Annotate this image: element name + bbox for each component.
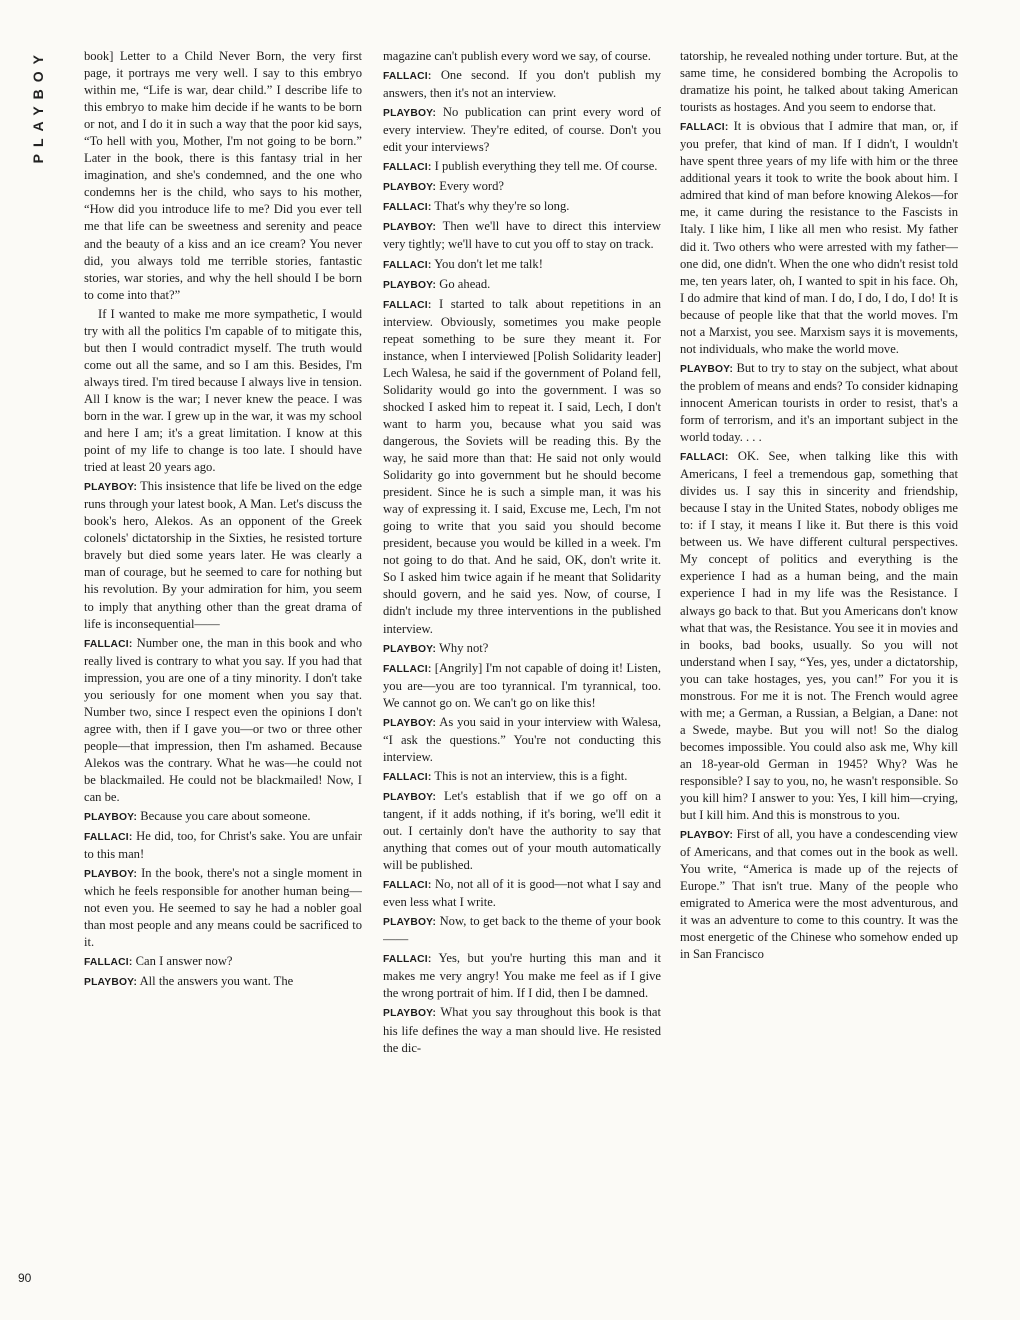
speaker-label: PLAYBOY: xyxy=(383,222,437,234)
speaker-label: PLAYBOY: xyxy=(383,279,437,291)
paragraph xyxy=(383,67,661,102)
paragraph-text: Can I answer now? xyxy=(135,954,233,969)
paragraph xyxy=(383,714,661,766)
paragraph-text: Then we'll have to direct this interview very tightly; we'll have to cut you off to stay on track. xyxy=(383,219,661,252)
paragraph-text: It is obvious that I admire that man, or, if you prefer, that kind of man. If I didn't, I wouldn't have spent three years of my life with him or the three additional years it took to write the book about him. I admired that kind of man before knowing Alekos—for me, it came during the resistance to the Fascists in Italy. I like him, I like all men who resist. My father did it. Two others who were arrested with my father—one did, one didn't. When the one who didn't resist told me, ten years later, oh, I wanted to spit in his face. Oh, I do admire that kind of man. I do, I do, I do, I do! It is because of people like that that the world moves. I'm not a Marxist, you see. Marxism says it is movements, not individuals, who make the world move. xyxy=(680,119,958,356)
magazine-name: PLAYBOY xyxy=(30,48,46,164)
speaker-label: FALLACI: xyxy=(383,880,432,892)
paragraph xyxy=(84,478,362,632)
speaker-label: PLAYBOY: xyxy=(383,917,437,929)
paragraph xyxy=(84,828,362,863)
paragraph xyxy=(84,865,362,951)
speaker-label: PLAYBOY: xyxy=(84,482,138,494)
paragraph xyxy=(680,826,958,963)
paragraph-text: Because you care about someone. xyxy=(140,809,311,824)
speaker-label: PLAYBOY: xyxy=(383,791,437,803)
page-number: 90 xyxy=(18,1271,32,1285)
paragraph xyxy=(383,660,661,712)
paragraph xyxy=(383,788,661,874)
paragraph-text: That's why they're so long. xyxy=(434,199,570,214)
speaker-label: FALLACI: xyxy=(383,162,432,174)
paragraph xyxy=(383,640,661,658)
paragraph xyxy=(383,768,661,786)
paragraph-text: He did, too, for Christ's sake. You are unfair to this man! xyxy=(84,829,362,862)
text-column-3 xyxy=(680,48,958,1288)
speaker-label: FALLACI: xyxy=(680,122,729,134)
paragraph-text: This insistence that life be lived on the edge runs through your latest book, A Man. Let's discuss the book's hero, Alekos. As an opponent of the Greek colonels' dictatorship in the Sixties, he resisted torture bravely but died some years later. He was clearly a man of courage, but he seemed to care for nothing but his revolution. By your admiration for him, you seem to imply that anything other than the great drama of life is inconsequential—— xyxy=(84,479,362,631)
paragraph-text: In the book, there's not a single moment in which he feels responsible for another human being—not even you. He seemed to say he had a nobler goal than most people and any means could be sacrificed to it. xyxy=(84,866,362,950)
paragraph xyxy=(84,635,362,806)
paragraph xyxy=(383,296,661,638)
paragraph xyxy=(383,48,661,65)
paragraph xyxy=(383,104,661,156)
speaker-label: FALLACI: xyxy=(84,832,133,844)
paragraph-text: Let's establish that if we go off on a tangent, if it adds nothing, if it's boring, we'll edit it out. I certainly don't have the authority to say that anything that comes out of your mouth automatically will be published. xyxy=(383,788,661,873)
paragraph xyxy=(84,953,362,971)
paragraph-text: This is not an interview, this is a fight. xyxy=(434,768,628,783)
paragraph xyxy=(84,306,362,476)
paragraph-text: No publication can print every word of every interview. They're edited, of course. Don't you edit your interviews? xyxy=(383,105,661,155)
paragraph-text: book] Letter to a Child Never Born, the very first page, it portrays me very well. I say to this embryo within me, “Life is war, dear child.” I describe life to this embryo to make him decide if he wants to be born or not, and I do it in such a way that the poor kid says, “To hell with you, Mother, I'm not going to be born.” Later in the book, there is this fantasy trial in her imagination, and she's condemned, and the one who condemns her is the child, who says to his mother, “How did you introduce life to me? Did you ever tell me that life can be sweetness and serenity and peace and the beauty of a kiss and an ice cream? You never did, you always told me terrible stories, fantastic stories, war stories, and why the hell should I be born to come into that?” xyxy=(84,49,362,302)
paragraph-text: Now, to get back to the theme of your book—— xyxy=(383,914,661,947)
paragraph-text: As you said in your interview with Walesa, “I ask the questions.” You're not conducting this interview. xyxy=(383,714,661,764)
paragraph-text: First of all, you have a condescending view of Americans, and that comes out in the book as well. You write, “America is made up of the rejects of Europe.” That isn't true. Many of the people who emigrated to America were the most adventurous, and it was an adventure to come to this country. It was the most energetic of the Chinese who somehow ended up in San Francisco xyxy=(680,827,958,962)
speaker-label: PLAYBOY: xyxy=(383,643,437,655)
paragraph-text: Every word? xyxy=(439,179,504,194)
speaker-label: PLAYBOY: xyxy=(680,830,734,842)
speaker-label: FALLACI: xyxy=(680,452,729,464)
paragraph xyxy=(84,808,362,826)
paragraph xyxy=(84,48,362,304)
speaker-label: PLAYBOY: xyxy=(383,108,437,120)
speaker-label: FALLACI: xyxy=(383,954,432,966)
paragraph xyxy=(84,973,362,991)
speaker-label: FALLACI: xyxy=(84,638,133,650)
paragraph xyxy=(680,118,958,358)
paragraph xyxy=(383,276,661,294)
speaker-label: FALLACI: xyxy=(383,663,432,675)
speaker-label: FALLACI: xyxy=(383,771,432,783)
paragraph-text: You don't let me talk! xyxy=(434,256,543,271)
speaker-label: FALLACI: xyxy=(383,71,432,83)
speaker-label: PLAYBOY: xyxy=(383,182,437,194)
paragraph-text: [Angrily] I'm not capable of doing it! Listen, you are—you are too tyrannical. I'm tyrannical, too. We cannot go on. We can't go on like this! xyxy=(383,660,661,710)
paragraph xyxy=(383,218,661,253)
paragraph xyxy=(383,1004,661,1056)
paragraph-text: Number one, the man in this book and who really lived is contrary to what you say. If you had that impression, you are one of a tiny minority. I don't take you seriously for one moment when you say that. Number two, since I respect even the opinions I don't agree with, then if I gave you—or two or three other people—that impression, then I'm ashamed. Because Alekos was the contrary. What he was—he could not be blackmailed. He could not be blackmailed! Now, I can be. xyxy=(84,635,362,805)
paragraph xyxy=(680,48,958,116)
paragraph xyxy=(680,360,958,446)
paragraph-text: I publish everything they tell me. Of course. xyxy=(434,159,658,174)
paragraph xyxy=(383,198,661,216)
paragraph-text: One second. If you don't publish my answers, then it's not an interview. xyxy=(383,68,661,101)
speaker-label: FALLACI: xyxy=(383,299,432,311)
paragraph xyxy=(383,876,661,911)
paragraph xyxy=(383,913,661,948)
speaker-label: PLAYBOY: xyxy=(383,717,437,729)
speaker-label: PLAYBOY: xyxy=(680,363,734,375)
speaker-label: PLAYBOY: xyxy=(383,1008,437,1020)
paragraph-text: What you say throughout this book is that his life defines the way a man should live. He resisted the dic- xyxy=(383,1005,661,1055)
paragraph-text: But to try to stay on the subject, what about the problem of means and ends? To consider kidnaping innocent American tourists in order to resist, that's a form of terrorism, and it's an important subject in the world today. . . . xyxy=(680,360,958,445)
paragraph-text: OK. See, when talking like this with Americans, I feel a tremendous gap, something that divides us. I say this in sincerity and friendship, because I stay in the United States, nobody obliges me to: if I stay, it means I like it. But there is this void between us. We have different cultural perspectives. My concept of politics and everything is the experience I had as a human being, and the main experience I had in my life was the Resistance. I always go back to that. But you Americans don't know what that was, the Resistance. You see it in movies and in books, bad books, usually. So you will not understand when I say, “Yes, yes, under a dictatorship, you can take hostages, yes, you can!” For you it is monstrous. For me it is not. The French would agree with me; a German, a Russian, a Belgian, a Dane: not a Swede, maybe. But you will not! So the dialog becomes impossible. You could also ask me, Why kill an 18-year-old German in 1945? Why? Was he responsible? I say to you, no, he wasn't responsible. So you kill him? I answer to you: Yes, I kill him—crying, but I kill him. And this is monstrous to you. xyxy=(680,449,958,823)
speaker-label: FALLACI: xyxy=(383,259,432,271)
paragraph-text: tatorship, he revealed nothing under torture. But, at the same time, he considered bombing the Acropolis to dramatize his point, he talked about taking American tourists as hostages. And you seem to endorse that. xyxy=(680,49,958,115)
speaker-label: PLAYBOY: xyxy=(84,812,138,824)
paragraph-text: No, not all of it is good—not what I say and even less what I write. xyxy=(383,877,661,910)
text-column-1 xyxy=(84,48,362,1288)
paragraph-text: Go ahead. xyxy=(439,276,491,291)
paragraph-text: I started to talk about repetitions in an interview. Obviously, sometimes you make people repeat something to be sure they meant it. For instance, when I interviewed [Polish Solidarity leader] Lech Walesa, he said if the government of Poland fell, Solidarity would go into the government. I was so shocked I asked him to repeat it. I said, Lech, I don't want to harm you, because what you said was dangerous, the Soviets will be reading this. By the way, he said more than that: He said not only would Solidarity go into government but he should become president. Since he is such a simple man, it was his way of expressing it. I said, Excuse me, Lech, I'm not going to write that you said you should become president, because you would be killed in a week. I'm not going to do that. And he said, OK, don't write it. So I asked him twice again if he meant that Solidarity should govern, and he said yes. Now, of course, I didn't include my three interventions in the published interview. xyxy=(383,296,661,636)
paragraph-text: Yes, but you're hurting this man and it makes me very angry! You make me feel as if I give the wrong portrait of him. If I did, then I be damned. xyxy=(383,951,661,1001)
paragraph-text: Why not? xyxy=(439,640,489,655)
paragraph xyxy=(383,256,661,274)
paragraph xyxy=(680,448,958,824)
paragraph xyxy=(383,950,661,1002)
paragraph-text: All the answers you want. The xyxy=(139,974,294,989)
speaker-label: PLAYBOY: xyxy=(84,869,138,881)
paragraph-text: If I wanted to make me more sympathetic, I would try with all the politics I'm capable of to mitigate this, but then I would contradict myself. The truth would come out all the same, and so I am this. Besides, I'm always tired. I'm tired because I always live in tension. All I know is the war; I never knew the peace. I was born in the war. I grew up in the war, it was my school and here I am; it's a great limitation. I know at this point of my life to change is too late. I should have tried at least 20 years ago. xyxy=(84,306,362,475)
paragraph-text: magazine can't publish every word we say, of course. xyxy=(383,49,651,63)
speaker-label: PLAYBOY: xyxy=(84,977,138,989)
text-column-2 xyxy=(383,48,661,1288)
speaker-label: FALLACI: xyxy=(383,202,432,214)
paragraph xyxy=(383,158,661,176)
speaker-label: FALLACI: xyxy=(84,957,133,969)
paragraph xyxy=(383,178,661,196)
